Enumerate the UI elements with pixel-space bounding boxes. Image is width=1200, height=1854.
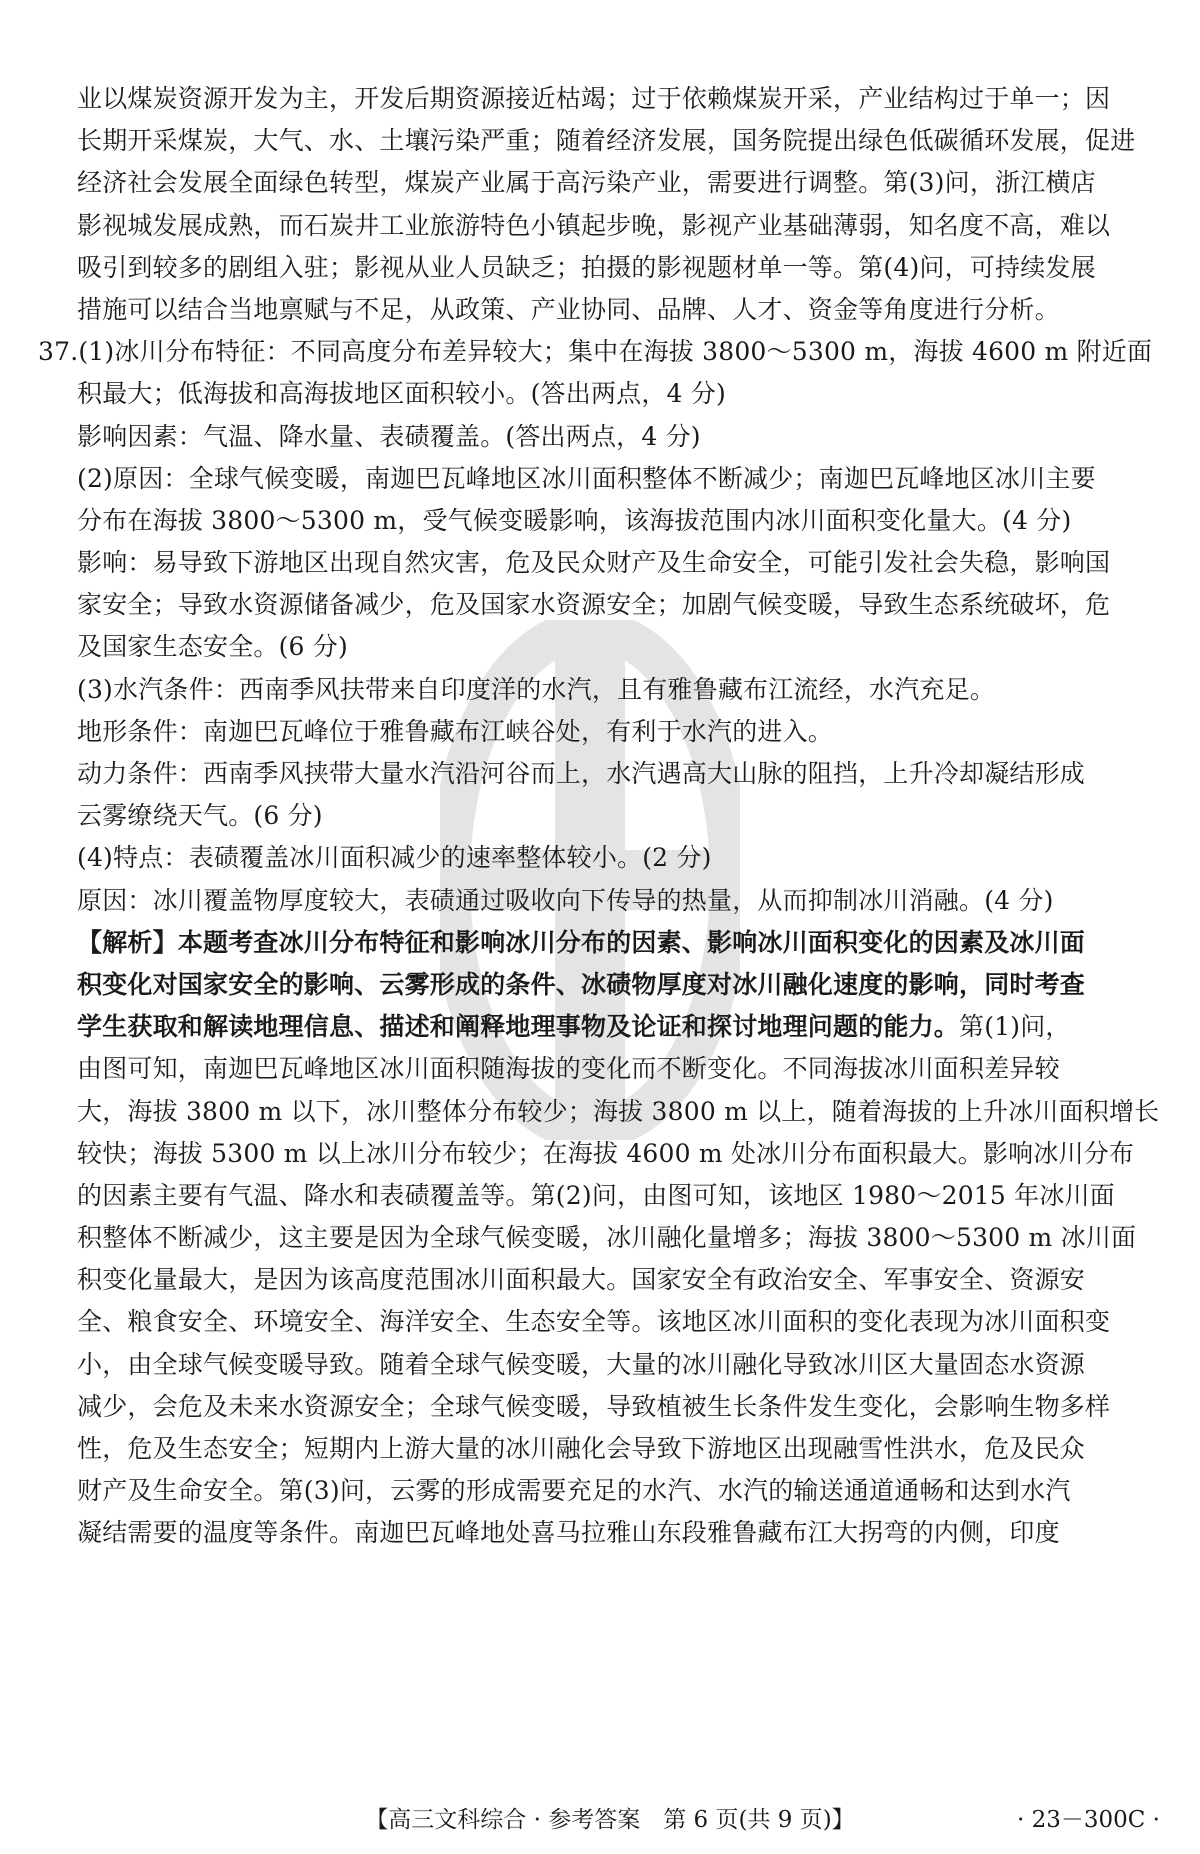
text-line: 小，由全球气候变暖导致。随着全球气候变暖，大量的冰川融化导致冰川区大量固态水资源 (77, 1349, 1086, 1379)
text-line: (2)原因：全球气候变暖，南迦巴瓦峰地区冰川面积整体不断减少；南迦巴瓦峰地区冰川主要 (77, 463, 1096, 493)
answer-document (38, 78, 1163, 1555)
text-line: 云雾缭绕天气。(6 分) (77, 801, 323, 831)
text-line (38, 1006, 1163, 1048)
text-line: 长期开采煤炭，大气、水、土壤污染严重；随着经济发展，国务院提出绿色低碳循环发展，促进 (77, 126, 1136, 156)
footer-page-info: 【高三文科综合 · 参考答案 第 6 页(共 9 页)】 (365, 1807, 855, 1833)
text-body (38, 78, 1163, 1555)
text-line: 业以煤炭资源开发为主，开发后期资源接近枯竭；过于依赖煤炭开采，产业结构过于单一；因 (77, 84, 1111, 113)
text-line: 凝结需要的温度等条件。南迦巴瓦峰地处喜马拉雅山东段雅鲁藏布江大拐弯的内侧，印度 (77, 1518, 1060, 1548)
text-line: (4)特点：表碛覆盖冰川面积减少的速率整体较小。(2 分) (77, 843, 712, 873)
text-line: 较快；海拔 5300 m 以上冰川分布较少；在海拔 4600 m 处冰川分布面积最大。影响冰川分布 (77, 1138, 1135, 1168)
text-line: 影响：易导致下游地区出现自然灾害，危及民众财产及生命安全，可能引发社会失稳，影响国 (77, 548, 1111, 578)
text-line: 家安全；导致水资源储备减少，危及国家水资源安全；加剧气候变暖，导致生态系统破坏，危 (77, 590, 1111, 620)
text-line: 37.(1)冰川分布特征：不同高度分布差异较大；集中在海拔 3800～5300 m，海拔 4600 m 附近面 (38, 337, 1153, 367)
text-line: 积整体不断减少，这主要是因为全球气候变暖，冰川融化量增多；海拔 3800～5300 m 冰川面 (77, 1223, 1137, 1253)
text-line: 经济社会发展全面绿色转型，煤炭产业属于高污染产业，需要进行调整。第(3)问，浙江横店 (77, 168, 1096, 198)
text-line: 积变化量最大，是因为该高度范围冰川面积最大。国家安全有政治安全、军事安全、资源安 (77, 1265, 1086, 1295)
text-line: 大，海拔 3800 m 以下，冰川整体分布较少；海拔 3800 m 以上，随着海拔的上升冰川面积增长 (77, 1096, 1160, 1126)
text-line: 吸引到较多的剧组入驻；影视从业人员缺乏；拍摄的影视题材单一等。第(4)问，可持续发展 (77, 252, 1096, 282)
text-line: 性，危及生态安全；短期内上游大量的冰川融化会导致下游地区出现融雪性洪水，危及民众 (77, 1434, 1086, 1463)
text-line: 由图可知，南迦巴瓦峰地区冰川面积随海拔的变化而不断变化。不同海拔冰川面积差异较 (77, 1054, 1060, 1084)
text-line: 积变化对国家安全的影响、云雾形成的条件、冰碛物厚度对冰川融化速度的影响，同时考查 (77, 969, 1086, 999)
text-line: 原因：冰川覆盖物厚度较大，表碛通过吸收向下传导的热量，从而抑制冰川消融。(4 分) (77, 885, 1054, 915)
text-line: 分布在海拔 3800～5300 m，受气候变暖影响，该海拔范围内冰川面积变化量大。(4 分) (77, 505, 1072, 535)
text-line: 影视城发展成熟，而石炭井工业旅游特色小镇起步晚，影视产业基础薄弱，知名度不高，难以 (77, 210, 1111, 240)
text-line: 地形条件：南迦巴瓦峰位于雅鲁藏布江峡谷处，有利于水汽的进入。 (77, 716, 834, 746)
text-line: 财产及生命安全。第(3)问，云雾的形成需要充足的水汽、水汽的输送通道通畅和达到水汽 (77, 1476, 1071, 1506)
text-line: 积最大；低海拔和高海拔地区面积较小。(答出两点，4 分) (77, 379, 726, 409)
text-line-bold-part: 学生获取和解读地理信息、描述和阐释地理事物及论证和探讨地理问题的能力。 (77, 1012, 960, 1042)
text-line: 的因素主要有气温、降水和表碛覆盖等。第(2)问，由图可知，该地区 1980～2015 年冰川面 (77, 1180, 1115, 1210)
text-line: 措施可以结合当地禀赋与不足，从政策、产业协同、品牌、人才、资金等角度进行分析。 (77, 294, 1060, 324)
text-line: 【解析】本题考查冰川分布特征和影响冰川分布的因素、影响冰川面积变化的因素及冰川面 (77, 927, 1086, 957)
text-line: (3)水汽条件：西南季风扶带来自印度洋的水汽，且有雅鲁藏布江流经，水汽充足。 (77, 674, 996, 704)
text-line: 全、粮食安全、环境安全、海洋安全、生态安全等。该地区冰川面积的变化表现为冰川面积变 (77, 1307, 1111, 1337)
page-footer (0, 1805, 1200, 1835)
text-line: 动力条件：西南季风挟带大量水汽沿河谷而上，水汽遇高大山脉的阻挡，上升冷却凝结形成 (77, 759, 1086, 788)
text-line-normal-part: 第(1)问， (959, 1012, 1071, 1042)
text-line: 影响因素：气温、降水量、表碛覆盖。(答出两点，4 分) (77, 421, 701, 451)
text-line: 减少，会危及未来水资源安全；全球气候变暖，导致植被生长条件发生变化，会影响生物多样 (77, 1391, 1111, 1421)
footer-code: · 23－300C · (1016, 1807, 1160, 1833)
text-line: 及国家生态安全。(6 分) (77, 632, 348, 662)
